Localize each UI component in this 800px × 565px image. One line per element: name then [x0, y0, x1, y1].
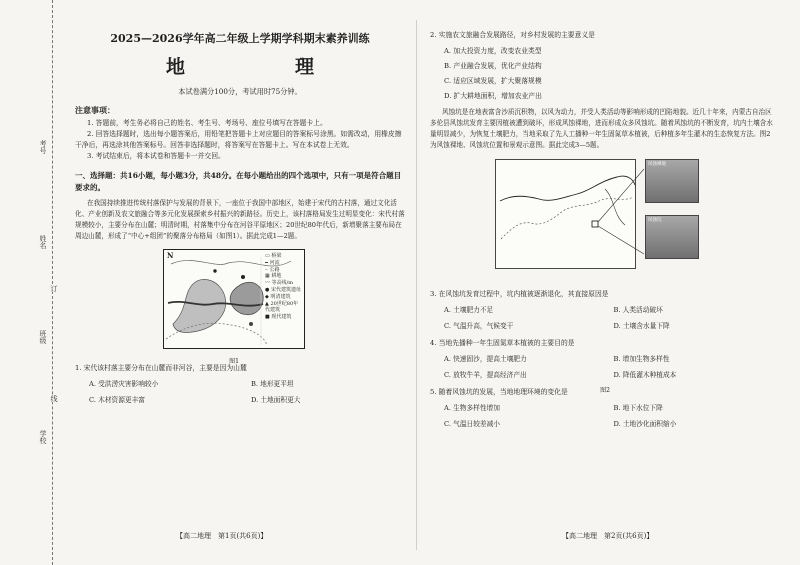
legend-item: ● 宋代建筑遗址: [265, 286, 301, 293]
margin-label-school: 学校: [39, 430, 47, 444]
north-arrow-label: N: [167, 251, 174, 260]
option-c[interactable]: C. 气温日较差减小: [444, 420, 500, 428]
footer-page-2: 【高二地理 第2页(共6页)】: [562, 532, 654, 540]
option-d[interactable]: D. 土地面积更大: [251, 396, 301, 404]
legend-item: ▲ 20世纪80年代建筑: [265, 300, 299, 314]
question-4: 4. 当地先播种一年生固氮草本植被的主要目的是: [430, 339, 575, 347]
option-b[interactable]: B. 产业融合发展，优化产业结构: [444, 62, 542, 70]
section-heading: 一、选择题：共16小题，每小题3分，共48分。在每小题给出的四个选项中，只有一项是符合题目要求的。: [75, 171, 402, 192]
option-c[interactable]: C. 气温升高，气候变干: [444, 322, 514, 330]
notes-title: 注意事项：: [75, 105, 115, 115]
inset-blowout-photo: 风蚀坑: [645, 215, 699, 259]
margin-label-exam-number: 考号: [39, 140, 47, 154]
exam-title: 2025—2026学年高二年级上学期学科期末素养训练: [110, 32, 370, 45]
page-divider: [416, 20, 417, 550]
figure-1-caption: 图1: [229, 358, 239, 365]
option-a[interactable]: A. 生物多样性增加: [444, 404, 500, 412]
margin-label-name: 姓名: [39, 235, 47, 249]
legend-item: ▦ 耕地: [265, 273, 282, 280]
option-a[interactable]: A. 快速固沙，提高土壤肥力: [444, 355, 527, 363]
right-page: [430, 28, 775, 428]
inset-bare-land-photo: 风蚀裸地: [645, 159, 699, 203]
option-d[interactable]: D. 土地沙化面积缩小: [613, 420, 677, 428]
option-d[interactable]: D. 扩大耕地面积，增加农业产出: [444, 92, 542, 100]
passage-1: 在我国持续推进传统村落保护与发展的背景下，一座位于我国中部地区，始建于宋代的古村落，通过文化活化、产业创新及农文旅融合等多元化发展探索乡村振兴的新路径。历史上，该村落格局发生过明显变化：宋代村落规模较小，主要分布在山麓；明清时期，村落集中分布在河谷平原地区；20世纪80年代后，新增聚落主要布局在周边山麓，形成了“中心+组团”的聚落分布格局（如图1）。据此完成1—2题。: [75, 199, 405, 240]
margin-mark-ding: 订: [50, 285, 58, 292]
question-2: 2. 实施农文旅融合发展路径，对乡村发展的主要意义是: [430, 31, 595, 39]
option-b[interactable]: B. 地下水位下降: [613, 404, 663, 412]
question-1-options: [89, 378, 405, 404]
figure-1-village-map: [163, 249, 305, 365]
question-5: 5. 随着风蚀坑的发展，当地地理环境的变化是: [430, 388, 568, 396]
question-3: 3. 在风蚀坑发育过程中，坑内植被逐渐退化，其直接原因是: [430, 290, 609, 298]
note-item: 3. 考试结束后，将本试卷和答题卡一并交回。: [87, 152, 225, 160]
legend-item: ┈ 公路: [265, 266, 280, 273]
note-item: 1. 答题前，考生务必将自己的姓名、考生号、考场号、座位号填写在答题卡上。: [87, 119, 327, 127]
figure-2-caption: 图2: [600, 387, 610, 394]
option-d[interactable]: D. 土壤含水量下降: [613, 322, 670, 330]
option-a[interactable]: A. 受洪涝灾害影响较小: [89, 380, 159, 388]
legend-item: 〰 等高线/m: [265, 280, 294, 287]
option-d[interactable]: D. 降低灌木种植成本: [613, 371, 677, 379]
question-4-options: [444, 353, 775, 379]
note-item: 2. 回答选择题时，选出每小题答案后，用铅笔把答题卡上对应题目的答案标号涂黑。如需改动，用橡皮擦干净后，再选涂其他答案标号。回答非选择题时，将答案写在答题卡上。写在本试卷上无效。: [75, 130, 402, 149]
option-c[interactable]: C. 放牧牛羊，提高经济产出: [444, 371, 527, 379]
legend-item: ▭ 桥梁: [265, 253, 282, 259]
legend-item: ◆ 明清建筑: [265, 293, 291, 300]
margin-label-class: 班级: [39, 330, 47, 344]
option-c[interactable]: C. 木材资源更丰富: [89, 396, 145, 404]
option-b[interactable]: B. 增加生物多样性: [613, 355, 670, 363]
option-b[interactable]: B. 地形更平坦: [251, 380, 294, 388]
option-a[interactable]: A. 加大投资力度，改变农业类型: [444, 47, 542, 55]
question-5-options: [444, 402, 775, 428]
exam-meta: 本试卷满分100分，考试用时75分钟。: [178, 87, 302, 96]
left-page: [75, 28, 405, 404]
question-3-options: [444, 304, 775, 330]
footer-page-1: 【高二地理 第1页(共6页)】: [176, 532, 268, 540]
option-c[interactable]: C. 适应区域发展，扩大聚落规模: [444, 77, 542, 85]
binding-line: [52, 0, 53, 565]
legend-item: ■ 现代建筑: [265, 314, 292, 321]
option-b[interactable]: B. 人类活动破坏: [613, 306, 663, 314]
figure-1-legend: [265, 253, 303, 321]
margin-mark-xian: 线: [50, 395, 58, 402]
option-a[interactable]: A. 土壤肥力不足: [444, 306, 494, 314]
question-1: 1. 宋代该村落主要分布在山麓而非河谷，主要是因为山麓: [75, 364, 247, 372]
subject-title: 地 理: [165, 56, 338, 78]
passage-2: 风蚀坑是在地表富含沙质沉积物，以风为动力，并受人类活动等影响形成的凹陷地貌。近几十年来，内蒙古自治区多伦县风蚀坑发育主要因植被遭到破坏，形成风蚀裸地，进而形成众多风蚀坑。随着风蚀坑的不断发育，坑内土壤含水量明显减少，为恢复土壤肥力，当地采取了先人工播种一年生固氮草本植被，后种植多年生灌木的生态恢复方法。图2为风蚀裸地、风蚀坑位置和景观示意图。据此完成3—5题。: [430, 108, 773, 149]
legend-item: ━ 河流: [265, 259, 280, 266]
